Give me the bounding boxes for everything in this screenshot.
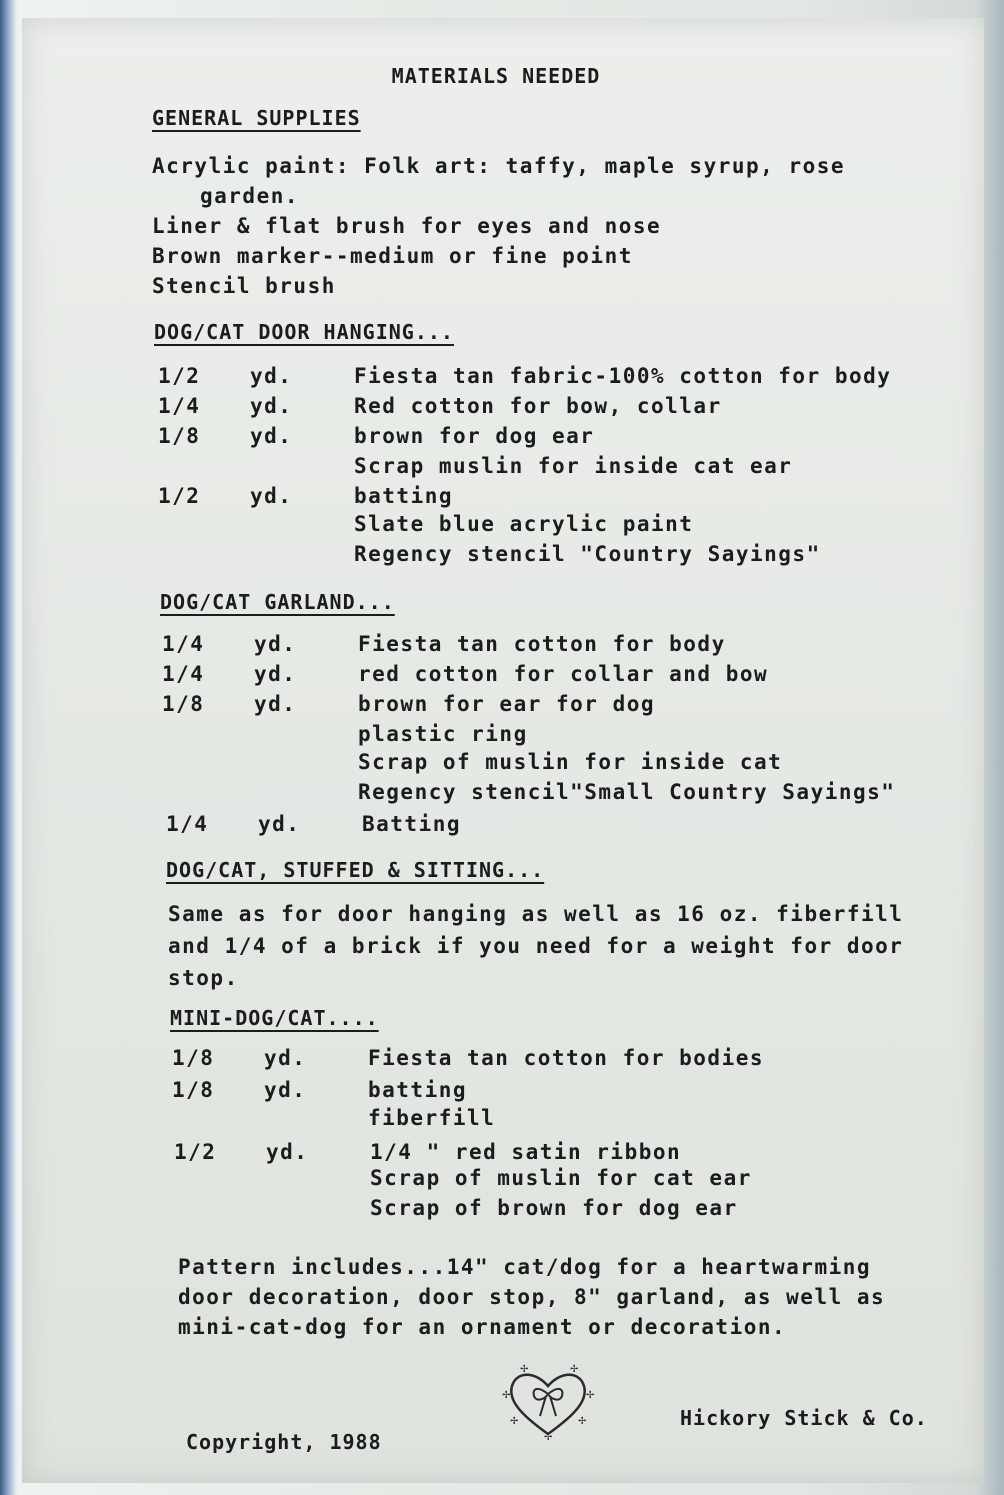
mini-heading: MINI-DOG/CAT.... (170, 1006, 379, 1030)
row-qty: 1/2 (158, 364, 201, 388)
material-row (174, 1166, 934, 1194)
row-item: fiberfill (368, 1106, 496, 1130)
paragraph-line: Same as for door hanging as well as 16 oz. fiberfill (168, 902, 904, 926)
paragraph-line: stop. (168, 966, 239, 990)
material-row (162, 780, 922, 808)
general-line: Stencil brush (152, 274, 336, 298)
row-item: Fiesta tan fabric-100% cotton for body (354, 364, 892, 388)
row-unit: yd. (250, 424, 293, 448)
row-item: Scrap of brown for dog ear (370, 1196, 738, 1220)
material-row (158, 454, 918, 482)
general-line: Liner & flat brush for eyes and nose (152, 214, 662, 238)
row-qty: 1/8 (158, 424, 201, 448)
page-title: MATERIALS NEEDED (391, 64, 601, 88)
row-item: Scrap of muslin for cat ear (370, 1166, 752, 1190)
material-row (174, 1140, 934, 1168)
material-row (158, 394, 918, 422)
copyright-text: Copyright, 1988 (186, 1430, 382, 1454)
material-row (158, 542, 918, 570)
door-hanging-heading: DOG/CAT DOOR HANGING... (154, 320, 454, 344)
svg-text:✢: ✢ (570, 1364, 579, 1375)
material-row (162, 692, 922, 720)
svg-text:✢: ✢ (578, 1416, 587, 1427)
paragraph-line: and 1/4 of a brick if you need for a weight for door (168, 934, 904, 958)
paragraph-line: mini-cat-dog for an ornament or decoration. (178, 1315, 787, 1339)
row-item: Slate blue acrylic paint (354, 512, 694, 536)
material-row (172, 1078, 932, 1106)
row-item: brown for dog ear (354, 424, 595, 448)
row-unit: yd. (264, 1078, 307, 1102)
row-unit: yd. (250, 394, 293, 418)
svg-text:✢: ✢ (544, 1432, 553, 1440)
company-name: Hickory Stick & Co. (680, 1406, 928, 1430)
row-item: Fiesta tan cotton for body (358, 632, 726, 656)
material-row (172, 1106, 932, 1134)
paragraph-line: Pattern includes...14" cat/dog for a heartwarming (178, 1255, 872, 1279)
row-qty: 1/4 (162, 662, 205, 686)
material-row (162, 662, 922, 690)
row-unit: yd. (264, 1046, 307, 1070)
svg-text:✢: ✢ (586, 1390, 595, 1401)
row-unit: yd. (258, 812, 301, 836)
row-qty: 1/4 (166, 812, 209, 836)
row-item: batting (354, 484, 454, 508)
row-qty: 1/4 (162, 632, 205, 656)
row-unit: yd. (250, 484, 293, 508)
row-item: Regency stencil "Country Sayings" (354, 542, 821, 566)
material-row (174, 1196, 934, 1224)
row-qty: 1/2 (174, 1140, 217, 1164)
general-line: Brown marker--medium or fine point (152, 244, 633, 268)
svg-text:✢: ✢ (520, 1364, 529, 1375)
row-item: 1/4 " red satin ribbon (370, 1140, 682, 1164)
row-qty: 1/4 (158, 394, 201, 418)
row-unit: yd. (254, 662, 297, 686)
material-row (158, 424, 918, 452)
row-item: Scrap of muslin for inside cat (358, 750, 783, 774)
material-row (172, 1046, 932, 1074)
material-row (162, 750, 922, 778)
row-item: Red cotton for bow, collar (354, 394, 722, 418)
row-item: Scrap muslin for inside cat ear (354, 454, 793, 478)
general-supplies-heading: GENERAL SUPPLIES (152, 106, 361, 130)
material-row (158, 512, 918, 540)
row-qty: 1/8 (172, 1046, 215, 1070)
garland-heading: DOG/CAT GARLAND... (160, 590, 395, 614)
row-qty: 1/2 (158, 484, 201, 508)
svg-text:✢: ✢ (502, 1390, 511, 1401)
row-unit: yd. (250, 364, 293, 388)
row-qty: 1/8 (172, 1078, 215, 1102)
paragraph-line: door decoration, door stop, 8" garland, as well as (178, 1285, 886, 1309)
general-line: garden. (200, 184, 300, 208)
row-item: plastic ring (358, 722, 528, 746)
row-unit: yd. (254, 632, 297, 656)
heart-bow-icon (500, 1360, 596, 1440)
svg-text:✢: ✢ (510, 1416, 519, 1427)
material-row (158, 484, 918, 512)
row-item: Fiesta tan cotton for bodies (368, 1046, 765, 1070)
sleeve-edge (0, 0, 16, 1495)
row-item: red cotton for collar and bow (358, 662, 769, 686)
general-line: Acrylic paint: Folk art: taffy, maple syrup, rose (152, 154, 846, 178)
material-row (166, 812, 926, 840)
row-unit: yd. (254, 692, 297, 716)
material-row (162, 632, 922, 660)
row-item: Batting (362, 812, 462, 836)
stuffed-paragraph (168, 898, 958, 994)
material-row (158, 364, 918, 392)
row-item: Regency stencil"Small Country Sayings" (358, 780, 896, 804)
row-item: brown for ear for dog (358, 692, 656, 716)
row-unit: yd. (266, 1140, 309, 1164)
row-item: batting (368, 1078, 468, 1102)
material-row (162, 722, 922, 750)
row-qty: 1/8 (162, 692, 205, 716)
pattern-note (178, 1252, 958, 1342)
stuffed-heading: DOG/CAT, STUFFED & SITTING... (166, 858, 545, 882)
